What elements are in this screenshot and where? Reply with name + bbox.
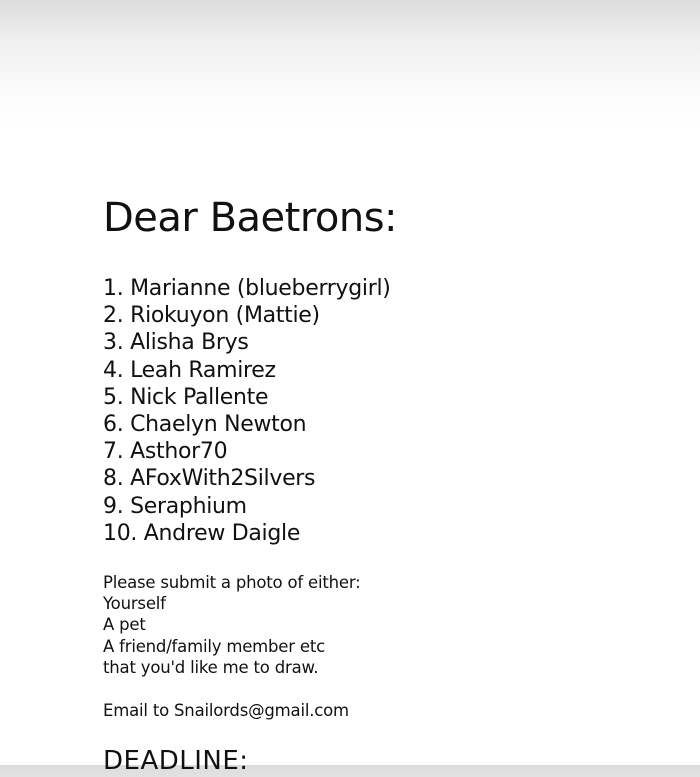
instructions-intro: Please submit a photo of either: [103, 573, 361, 592]
email-line: Email to Snailords@gmail.com [103, 701, 349, 720]
list-item: 7. Asthor70 [103, 439, 228, 465]
list-item: 5. Nick Pallente [103, 384, 269, 410]
list-item: 8. AFoxWith2Silvers [103, 466, 316, 492]
deadline-heading: DEADLINE: [103, 746, 249, 776]
page-title: Dear Baetrons: [103, 195, 398, 241]
list-item: 3. Alisha Brys [103, 330, 249, 356]
instructions-closing: that you'd like me to draw. [103, 657, 319, 677]
instructions-option-yourself: Yourself [103, 594, 166, 614]
list-item: 6. Chaelyn Newton [103, 412, 307, 438]
winner-list [103, 275, 391, 547]
instructions-option-pet: A pet [103, 615, 146, 635]
submission-instructions [103, 572, 361, 678]
letter-page [103, 0, 683, 776]
list-item: 9. Seraphium [103, 493, 247, 519]
instructions-option-friend: A friend/family member etc [103, 636, 325, 656]
list-item: 10. Andrew Daigle [103, 520, 301, 546]
list-item: 4. Leah Ramirez [103, 357, 276, 383]
list-item: 2. Riokuyon (Mattie) [103, 303, 320, 329]
list-item: 1. Marianne (blueberrygirl) [103, 276, 391, 301]
